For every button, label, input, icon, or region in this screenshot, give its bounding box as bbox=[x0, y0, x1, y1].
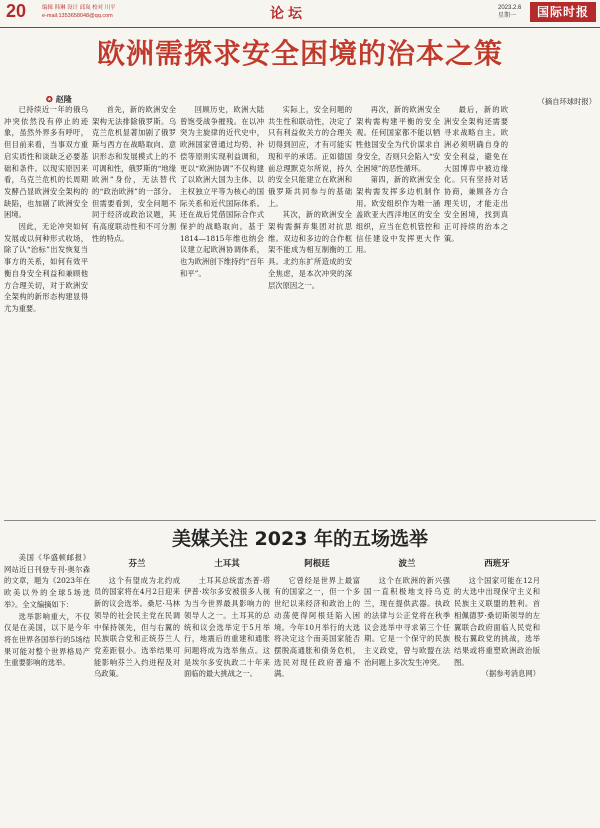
star-icon: ✪ bbox=[46, 95, 53, 104]
section-text: 这个有望成为北约成员的国家将在4月2日迎来新的议会选举。桑尼·马林领导的社会民主党在民调中保持领先，但与右翼的民族联合党和正统芬兰人党差距很小。选举结果可能影响芬兰入约进程及对乌政策。 bbox=[94, 575, 180, 679]
masthead-logo: 国际时报 bbox=[530, 2, 596, 22]
header-meta bbox=[42, 4, 116, 20]
article2-column-1 bbox=[4, 552, 90, 826]
subhead-finland: 芬兰 bbox=[128, 558, 146, 568]
section-text: 这个在欧洲的新兴强国一直积极地支持乌克兰，现在提供武器。执政的法律与公正党将在秋季议会选举中寻求第三个任期。它是一个保守的民族主义政党，曾与欧盟在法治问题上多次发生冲突。 bbox=[364, 575, 450, 667]
paragraph: 实际上，安全问题的共生性和联动性，决定了只有利益攸关方的合理关切得到回应，才有可能实现和平的承诺。正如德国前总理默克尔所说，持久的安全只能建立在欧洲和俄罗斯共同参与的基础上。 bbox=[268, 105, 352, 208]
paragraph: 最后，新的欧洲安全架构还需要寻求战略自主。欧洲必须明确自身的安全利益，避免在大国博弈中被边缘化。只有坚持对话协商，兼顾各方合理关切，才能走出安全困境，找到真正可持续的治本之策。 bbox=[444, 105, 508, 243]
article2-source: （据参考消息网） bbox=[481, 669, 540, 679]
paragraph: 因此，无论冲突如何发展或以何种形式收场，除了认“治标”出发恢复当事方的关系，如何有效平衡自身安全利益和兼顾他方合理关切，对于欧洲安全架构的新形态构建显得尤为重要。 bbox=[4, 222, 88, 313]
paragraph: 已持续近一年的俄乌冲突依然没有停止的迹象，虽然外界多有呼吁，但目前来看，当事双方重启实质性和谈缺乏必要基础和条件。以现实原因来看，乌克兰危机的长周期发酵凸显欧洲安全架构的缺陷，也加剧了欧洲安全困境。 bbox=[4, 105, 88, 220]
paragraph: 第四，新的欧洲安全架构需发挥多边机制作用。欧安组织作为唯一涵盖欧亚大西洋地区的安全组织，应当在危机管控和信任建设中发挥更大作用。 bbox=[356, 175, 440, 255]
article2-column-3 bbox=[184, 552, 270, 826]
section-title: 论坛 bbox=[270, 6, 306, 22]
article1-column-3 bbox=[180, 104, 264, 518]
article1-column-7 bbox=[512, 96, 596, 518]
paragraph: 再次，新的欧洲安全架构需构建平衡的安全观。任何国家都不能以牺牲他国安全为代价谋求自身安全，否则只会陷入“安全困境”的恶性循环。 bbox=[356, 105, 440, 173]
email-line: e-mail:1353658048@qq.com bbox=[42, 13, 113, 19]
article1-column-2 bbox=[92, 104, 176, 518]
section-text: 土耳其总统雷杰普·塔伊普·埃尔多安被很多人视为当今世界最具影响力的领导人之一。土耳其的总统和议会选举定于5月举行，地震后的重建和通胀问题将成为选举焦点。这是埃尔多安执政二十年来面临的最大挑战之一。 bbox=[184, 575, 270, 679]
subhead-spain: 西班牙 bbox=[484, 558, 510, 568]
article-divider bbox=[4, 520, 596, 521]
subhead-poland: 波兰 bbox=[398, 558, 416, 568]
editor-line: 编辑 韩琳 设计 邱岚 校对 川平 bbox=[42, 5, 116, 11]
section-text: 它曾经是世界上最富有的国家之一，但一个多世纪以来经济和政治上的动荡使得阿根廷陷入困境。今年10月举行的大选将决定这个南美国家能否摆脱高通胀和债务危机，选民对现任政府普遍不满。 bbox=[274, 575, 360, 679]
subhead-argentina: 阿根廷 bbox=[304, 558, 330, 568]
weekday-text: 星期一 bbox=[498, 13, 517, 19]
paragraph: 回顾历史，欧洲大陆曾饱受战争摧残。在以冲突为主旋律的近代史中，欧洲国家曾通过均势、补偿等原则实现利益调和，更以“欧洲协调”不仅构建了以欧洲大国为主体、以主权独立平等为核心的国际关系和近代国际体系。还在战后凭借国际合作式保护的战略取向。基于1814—1815年维也纳会议建立起欧洲协调体系，也为欧洲创下维持约“百年和平”。 bbox=[180, 105, 264, 278]
article1-headline: 欧洲需探求安全困境的治本之策 bbox=[96, 37, 503, 70]
article2-column-2 bbox=[94, 552, 180, 826]
article1-column-1 bbox=[4, 104, 88, 518]
subhead-turkey: 土耳其 bbox=[214, 558, 240, 568]
paragraph: 首先，新的欧洲安全架构无法排除俄罗斯。乌克兰危机显著加剧了俄罗斯与西方在战略取向、意识形态和发展模式上的不可调和性，俄罗斯的“地缘欧洲”身份，无法替代的“政治欧洲”的一部分。但需要看到，安全问题不同于经济或政治议题，其有高度联动性和不可分割性的特点。 bbox=[92, 105, 176, 243]
page-number: 20 bbox=[6, 1, 27, 21]
date-text: 2023.2.6 bbox=[498, 5, 522, 11]
article1-column-6 bbox=[444, 104, 508, 518]
issue-date bbox=[498, 4, 521, 20]
intro: 美国《华盛顿邮报》网站近日刊登专刊-奥尔森的文章，题为《2023年在欧美以外的全球5场选举》。全文编摘如下： bbox=[4, 553, 90, 609]
intro-2: 选举影响重大，不仅仅是在美国，以下是今年将在世界各国举行的5场结果可能对整个世界格局产生重要影响的选举。 bbox=[4, 611, 90, 668]
article2-headline: 美媒关注 2023 年的五场选举 bbox=[171, 528, 429, 550]
article1-source: （摘自环球时报） bbox=[537, 97, 596, 106]
article1-column-4 bbox=[268, 104, 352, 518]
article1-column-5 bbox=[356, 104, 440, 518]
author-name: 赵隆 bbox=[55, 95, 72, 104]
section-text: 这个国家可能在12月的大选中出现保守主义和民族主义联盟的胜利。首相佩德罗·桑切斯领导的左翼联合政府面临人民党和极右翼政党的挑战，选举结果或将重塑欧洲政治版图。 bbox=[454, 575, 540, 667]
article2-column-5 bbox=[364, 552, 450, 826]
article2-column-6 bbox=[454, 552, 540, 826]
paragraph: 其次，新的欧洲安全架构需摒弃集团对抗思维。双边和多边的合作框架不能成为相互制衡的工具。北约东扩所造成的安全焦虑，是本次冲突的深层次原因之一。 bbox=[268, 210, 352, 290]
page-header bbox=[0, 0, 600, 28]
article2-column-4 bbox=[274, 552, 360, 826]
